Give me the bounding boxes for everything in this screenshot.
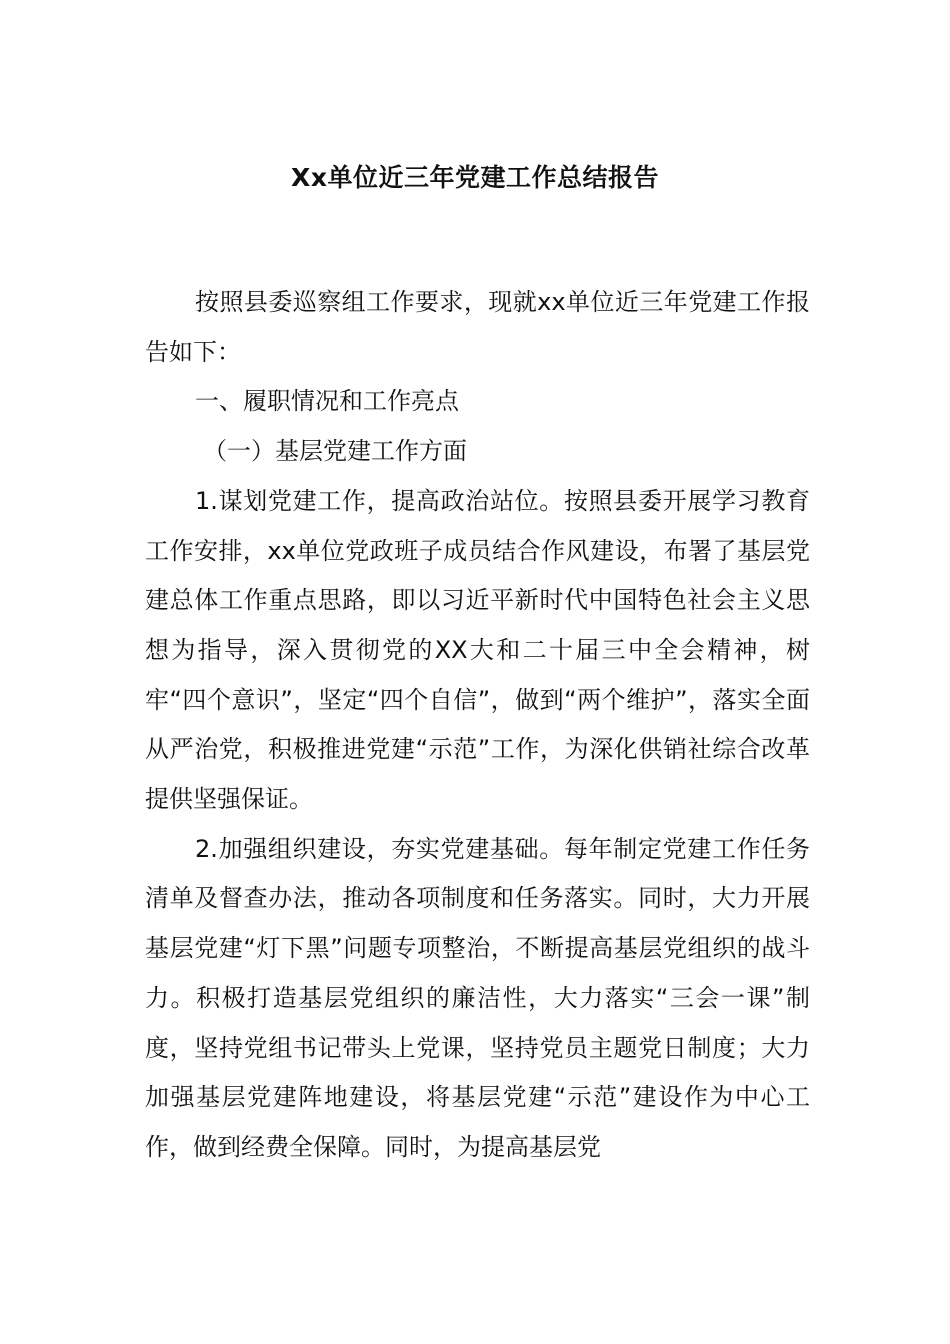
section-heading: 一、履职情况和工作亮点 [195,387,459,416]
intro-paragraph: 按照县委巡察组工作要求，现就xx单位近三年党建工作报告如下： [145,288,810,366]
body-paragraph: 1.谋划党建工作，提高政治站位。按照县委开展学习教育工作安排，xx单位党政班子成员结合作风建设，布署了基层党建总体工作重点思路，即以习近平新时代中国特色社会主义思想为指导，深入贯彻党的XX大和二十届三中全会精神，树牢“四个意识”，坚定“四个自信”，做到“两个维护”，落实全面从严治党，积极推进党建“示范”工作，为深化供销社综合改革提供坚强保证。 [145,486,810,814]
subsection-heading: （一）基层党建工作方面 [203,437,467,466]
body-paragraph: 2.加强组织建设，夯实党建基础。每年制定党建工作任务清单及督查办法，推动各项制度和任务落实。同时，大力开展基层党建“灯下黑”问题专项整治，不断提高基层党组织的战斗力。积极打造基层党组织的廉洁性，大力落实“三会一课”制度，坚持党组书记带头上党课，坚持党员主题党日制度；大力加强基层党建阵地建设，将基层党建“示范”建设作为中心工作，做到经费全保障。同时，为提高基层党 [145,834,810,1161]
document-body [145,278,810,1173]
document-title: Xx单位近三年党建工作总结报告 [291,163,659,192]
